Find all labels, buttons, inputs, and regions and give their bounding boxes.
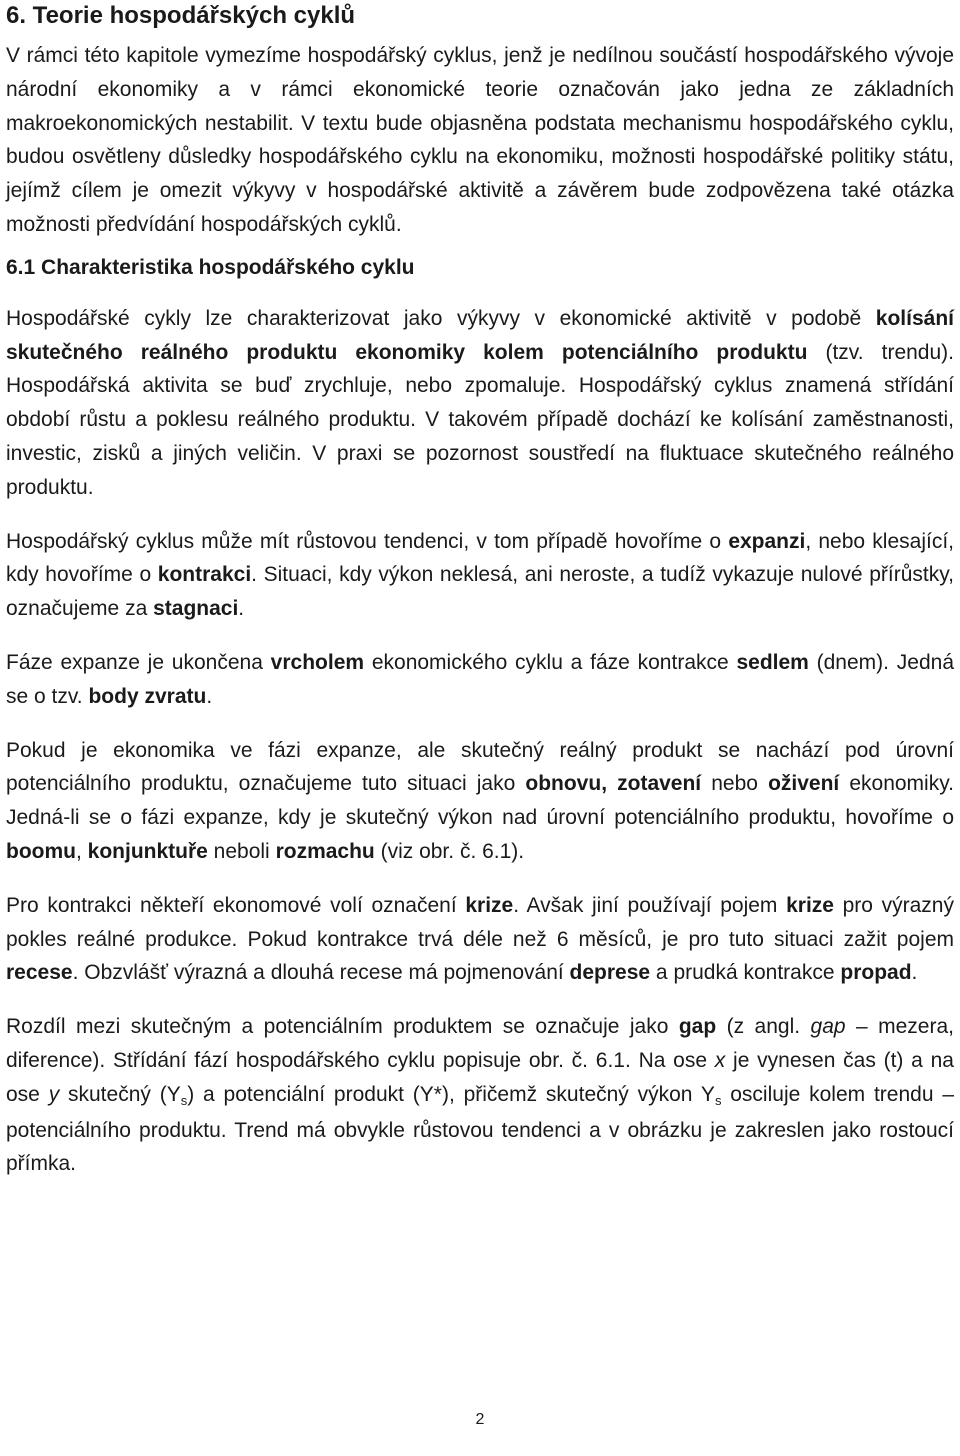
bold-term: propad [840, 961, 912, 985]
bold-term: deprese [569, 961, 651, 985]
subscript: s [714, 1092, 722, 1108]
paragraph-crisis-recession [6, 889, 954, 990]
text-run: pro výrazný pokles reálné produkce. Pokud kontrakce trvá déle než 6 měsíců, je pro tuto situaci zažit pojem [6, 893, 954, 951]
bold-term: rozmachu [275, 839, 375, 863]
bold-term: gap [678, 1015, 717, 1039]
text-run: Fáze expanze je ukončena [6, 650, 271, 674]
text-run: skutečný (Y [59, 1082, 181, 1106]
text-run: (dnem). Jedná se o tzv. [6, 650, 954, 708]
bold-term: obnovu, zotavení [525, 772, 702, 796]
text-run: neboli [207, 839, 276, 863]
text-run: . [238, 597, 245, 621]
italic-term: x [714, 1048, 726, 1072]
bold-term: konjunktuře [87, 839, 208, 863]
bold-term: krize [465, 893, 514, 917]
text-run: ) a potenciální produkt (Y*), přičemž skutečný výkon Y [187, 1082, 715, 1106]
text-run: Rozdíl mezi skutečným a potenciálním produktem se označuje jako [6, 1015, 679, 1039]
text-run: – mezera, diference). Střídání fází hospodářského cyklu popisuje obr. č. 6.1. Na ose [6, 1015, 954, 1072]
italic-term: gap [810, 1015, 846, 1039]
text-run: (tzv. trendu). Hospodářská aktivita se buď zrychluje, nebo zpomaluje. Hospodářský cyklus znamená střídání období růstu a poklesu reálného produktu. V takovém případě dochází ke kolísání zaměstnanosti, investic, zisků a jiných veličin. V praxi se pozornost soustředí na fluktuace skutečného reálného produktu. [6, 340, 954, 499]
intro-paragraph: V rámci této kapitole vymezíme hospodářský cyklus, jenž je nedílnou součástí hospodářského vývoje národní ekonomiky a v rámci ekonomické teorie označován jako jedna ze základních makroekonomických nestabilit. V textu bude objasněna podstata mechanismu hospodářského cyklu, budou osvětleny důsledky hospodářského cyklu na ekonomiku, možnosti hospodářské politiky státu, jejímž cílem je omezit výkyvy v hospodářské aktivitě a závěrem bude zodpovězena také otázka možnosti předvídání hospodářských cyklů. [6, 44, 954, 236]
text-run: a prudká kontrakce [650, 961, 841, 985]
bold-term: stagnaci [153, 597, 239, 621]
text-run: . [911, 961, 918, 985]
paragraph-expansion-contraction [6, 525, 954, 626]
text-run: , nebo klesající, kdy hovoříme o [6, 529, 954, 587]
paragraph-turning-points [6, 646, 954, 714]
text-run: . [206, 684, 213, 708]
text-run: je vynesen čas (t) a na ose [6, 1048, 954, 1106]
bold-term: krize [786, 893, 834, 917]
section-title: 6.1 Charakteristika hospodářského cyklu [6, 255, 415, 279]
bold-term: vrcholem [270, 650, 365, 674]
text-run: ekonomiky. Jedná-li se o fázi expanze, kdy je skutečný výkon nad úrovní potenciálního produktu, hovoříme o [6, 772, 954, 830]
bold-term: kolísání skutečného reálného produktu ekonomiky kolem potenciálního produktu [6, 306, 954, 364]
text-run: Pro kontrakci někteří ekonomové volí označení [6, 893, 466, 917]
bold-term: oživení [768, 772, 840, 796]
paragraph-recovery-boom [6, 734, 954, 869]
paragraph-definition [6, 302, 954, 505]
text-run: (z angl. [716, 1015, 811, 1039]
bold-term: sedlem [736, 650, 809, 674]
italic-term: y [48, 1082, 60, 1106]
text-run: . Avšak jiní používají pojem [513, 893, 787, 917]
text-run: (viz obr. č. 6.1). [374, 839, 525, 863]
text-run: . Situaci, kdy výkon neklesá, ani neroste, a tudíž vykazuje nulové přírůstky, označujeme za [6, 563, 954, 621]
bold-term: expanzi [728, 529, 806, 553]
text-run: Hospodářské cykly lze charakterizovat jako výkyvy v ekonomické aktivitě v podobě [6, 306, 876, 330]
bold-term: kontrakci [157, 563, 252, 587]
text-run: , [75, 839, 88, 863]
chapter-title: 6. Teorie hospodářských cyklů [6, 2, 356, 29]
paragraph-gap [6, 1010, 954, 1181]
bold-term: body zvratu [88, 684, 207, 708]
text-run: nebo [701, 772, 769, 796]
text-run: . Obzvlášť výrazná a dlouhá recese má pojmenování [72, 961, 570, 985]
text-run: ekonomického cyklu a fáze kontrakce [364, 650, 737, 674]
document-page [6, 0, 954, 1201]
page-number: 2 [475, 1411, 485, 1428]
text-run: osciluje kolem trendu – potenciálního produktu. Trend má obvykle růstovou tendenci a v obrázku je zakreslen jako rostoucí přímka. [6, 1082, 954, 1176]
bold-term: boomu [6, 839, 76, 863]
subscript: s [180, 1092, 188, 1108]
text-run: Pokud je ekonomika ve fázi expanze, ale skutečný reálný produkt se nachází pod úrovní potenciálního produktu, označujeme tuto situaci jako [6, 738, 954, 796]
bold-term: recese [6, 961, 73, 985]
text-run: Hospodářský cyklus může mít růstovou tendenci, v tom případě hovoříme o [6, 529, 729, 553]
